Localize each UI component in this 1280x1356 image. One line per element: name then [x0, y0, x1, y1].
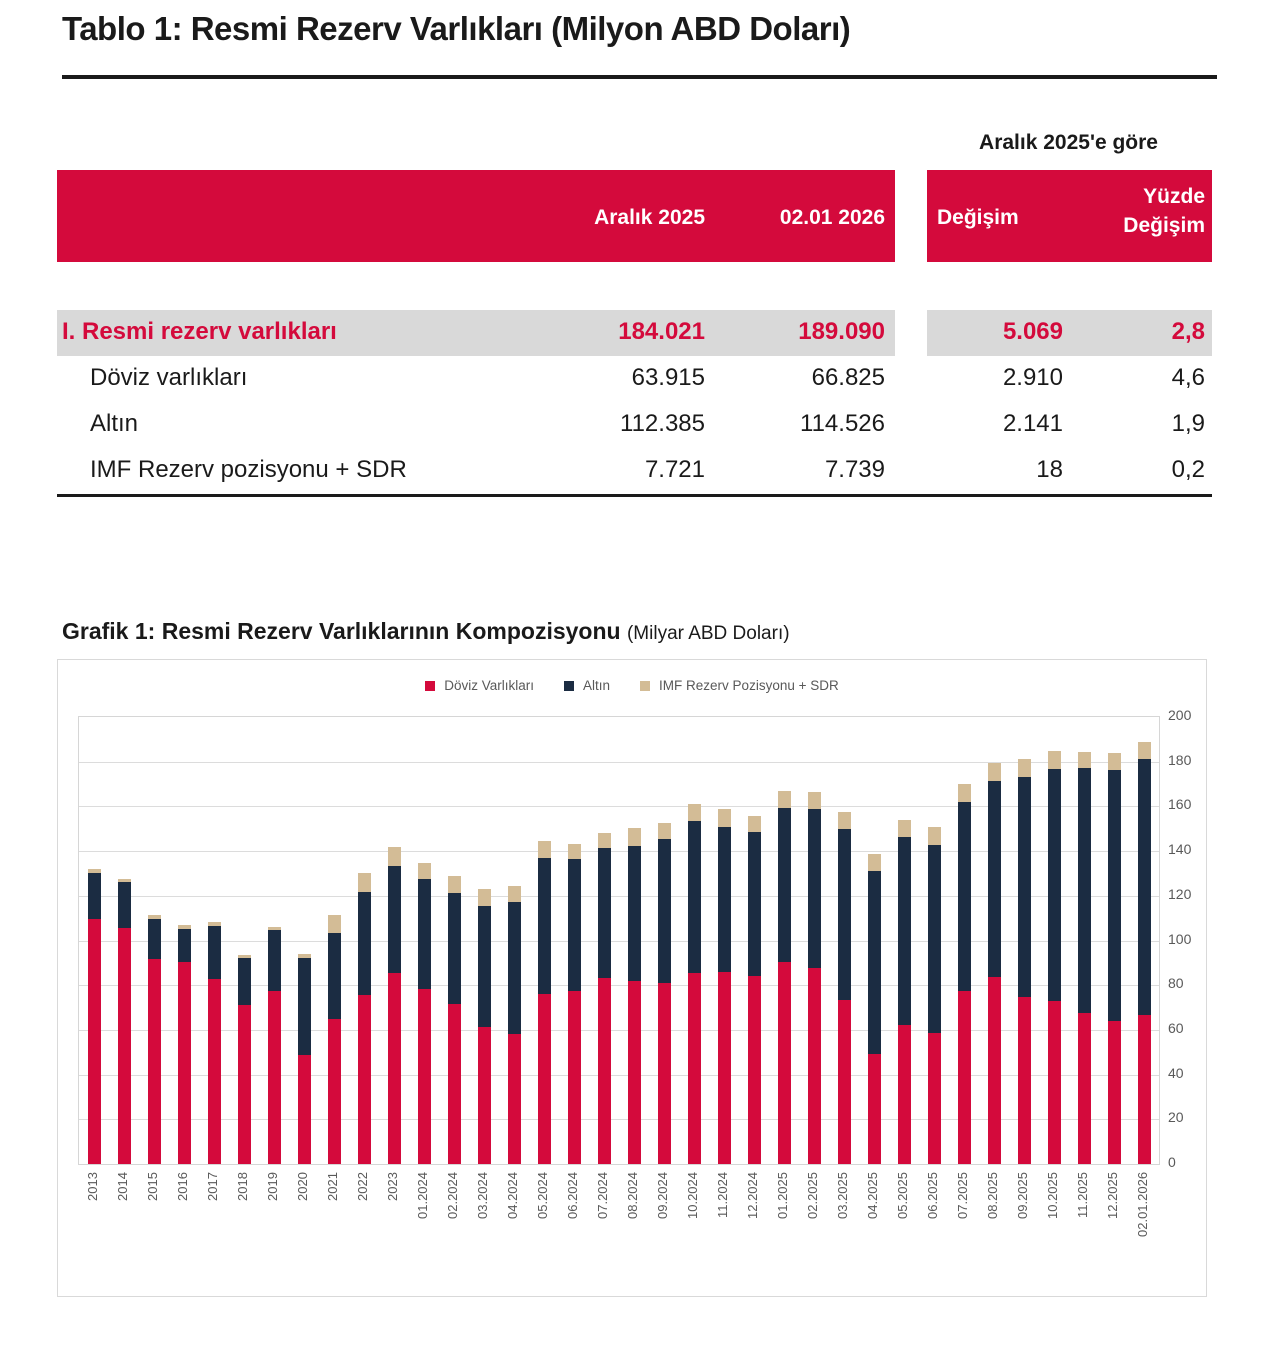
y-axis-tick-label: 80 — [1168, 975, 1184, 992]
chart-title-unit-text: (Milyar ABD Doları) — [626, 623, 790, 644]
row-label: Altın — [90, 410, 139, 437]
bar-segment-d-viz-varl-klar- — [748, 976, 761, 1164]
bar-segment-alt-n — [1108, 770, 1121, 1021]
bar-segment-alt-n — [928, 845, 941, 1033]
bar-segment-d-viz-varl-klar- — [568, 991, 581, 1164]
bar-segment-imf-rezerv-pozisyonu-sdr — [928, 827, 941, 845]
column-header-yuzde-degisim — [1123, 182, 1205, 240]
x-axis-tick-label: 11.2024 — [715, 1172, 730, 1219]
row-value: 63.915 — [631, 364, 705, 391]
bar-segment-imf-rezerv-pozisyonu-sdr — [358, 873, 371, 892]
bar-segment-alt-n — [628, 846, 641, 981]
bar-segment-alt-n — [388, 866, 401, 973]
bar-segment-alt-n — [298, 958, 311, 1055]
bar-segment-imf-rezerv-pozisyonu-sdr — [298, 954, 311, 957]
x-axis-tick-label: 08.2024 — [625, 1172, 640, 1219]
bar-segment-imf-rezerv-pozisyonu-sdr — [538, 841, 551, 858]
bar-segment-alt-n — [1078, 768, 1091, 1013]
bar-segment-alt-n — [208, 926, 221, 979]
table-header-right-band — [927, 170, 1212, 262]
bar-segment-d-viz-varl-klar- — [508, 1034, 521, 1164]
bar-segment-imf-rezerv-pozisyonu-sdr — [328, 915, 341, 934]
legend-swatch-icon — [564, 681, 574, 691]
legend-label: IMF Rezerv Pozisyonu + SDR — [659, 678, 839, 693]
bar-segment-imf-rezerv-pozisyonu-sdr — [478, 889, 491, 906]
x-axis-tick-label: 12.2025 — [1105, 1172, 1120, 1219]
bar-segment-alt-n — [808, 809, 821, 967]
chart-title-main: Grafik 1: Resmi Rezerv Varlıklarının Kompozisyonu — [62, 618, 621, 644]
bar-segment-d-viz-varl-klar- — [238, 1005, 251, 1164]
bar-segment-imf-rezerv-pozisyonu-sdr — [568, 844, 581, 859]
bar-segment-imf-rezerv-pozisyonu-sdr — [508, 886, 521, 902]
bar-segment-imf-rezerv-pozisyonu-sdr — [868, 854, 881, 871]
bar-segment-imf-rezerv-pozisyonu-sdr — [1018, 759, 1031, 778]
bar-segment-alt-n — [1048, 769, 1061, 1001]
bar-segment-imf-rezerv-pozisyonu-sdr — [118, 879, 131, 882]
bar-segment-d-viz-varl-klar- — [328, 1019, 341, 1164]
row-value: 1,9 — [1171, 410, 1205, 437]
bar-segment-d-viz-varl-klar- — [448, 1004, 461, 1164]
x-axis-tick-label: 02.01.2026 — [1135, 1172, 1150, 1238]
bar-segment-alt-n — [658, 839, 671, 982]
bar-segment-alt-n — [898, 837, 911, 1025]
chart-legend — [58, 678, 1206, 693]
x-axis-tick-label: 07.2025 — [955, 1172, 970, 1219]
bar-segment-imf-rezerv-pozisyonu-sdr — [1108, 753, 1121, 770]
row-label: Döviz varlıkları — [90, 364, 248, 391]
bar-segment-d-viz-varl-klar- — [538, 994, 551, 1164]
chart-title-unit — [627, 623, 790, 644]
x-axis-tick-label: 2021 — [325, 1172, 340, 1201]
bar-segment-d-viz-varl-klar- — [1138, 1015, 1151, 1164]
x-axis-tick-label: 10.2025 — [1045, 1172, 1060, 1219]
row-value: 0,2 — [1171, 456, 1205, 483]
table-bottom-rule — [57, 494, 1212, 497]
row-value: 66.825 — [811, 364, 885, 391]
bar-segment-d-viz-varl-klar- — [658, 983, 671, 1164]
y-axis-tick-label: 180 — [1168, 751, 1192, 768]
x-axis-tick-label: 06.2024 — [565, 1172, 580, 1219]
bar-segment-imf-rezerv-pozisyonu-sdr — [448, 876, 461, 892]
bar-segment-alt-n — [88, 873, 101, 919]
legend-item — [425, 678, 534, 693]
row-value: 2.141 — [1002, 410, 1063, 437]
bar-segment-alt-n — [688, 821, 701, 973]
row-value: 7.721 — [644, 456, 705, 483]
bar-segment-alt-n — [568, 859, 581, 991]
column-header-aralik-2025: Aralık 2025 — [594, 206, 705, 229]
bar-segment-alt-n — [328, 933, 341, 1018]
bar-segment-imf-rezerv-pozisyonu-sdr — [808, 792, 821, 809]
bar-segment-d-viz-varl-klar- — [958, 991, 971, 1164]
bar-segment-d-viz-varl-klar- — [478, 1027, 491, 1164]
column-header-yuzde: Yüzde — [1143, 185, 1205, 208]
bar-segment-imf-rezerv-pozisyonu-sdr — [1138, 742, 1151, 759]
x-axis-tick-label: 2015 — [145, 1172, 160, 1201]
row-value: 5.069 — [1002, 318, 1063, 345]
bar-segment-alt-n — [748, 832, 761, 976]
bar-segment-alt-n — [538, 858, 551, 994]
bar-segment-d-viz-varl-klar- — [898, 1025, 911, 1164]
y-axis-tick-label: 20 — [1168, 1109, 1184, 1126]
x-axis-tick-label: 06.2025 — [925, 1172, 940, 1219]
column-header-degisim: Değişim — [937, 206, 1019, 229]
bar-segment-alt-n — [418, 879, 431, 988]
row-value: 2.910 — [1002, 364, 1063, 391]
bar-segment-d-viz-varl-klar- — [1108, 1021, 1121, 1164]
legend-label: Döviz Varlıkları — [444, 678, 535, 693]
bar-segment-d-viz-varl-klar- — [208, 979, 221, 1164]
legend-item — [640, 678, 839, 693]
x-axis-tick-label: 01.2024 — [415, 1172, 430, 1219]
row-value: 114.526 — [800, 410, 885, 437]
bar-segment-alt-n — [358, 892, 371, 995]
bar-segment-d-viz-varl-klar- — [838, 1000, 851, 1164]
bar-segment-imf-rezerv-pozisyonu-sdr — [598, 833, 611, 849]
bar-segment-alt-n — [868, 871, 881, 1054]
x-axis-tick-label: 09.2025 — [1015, 1172, 1030, 1219]
bar-segment-imf-rezerv-pozisyonu-sdr — [628, 828, 641, 845]
row-value: 184.021 — [618, 318, 705, 345]
row-value: 18 — [1036, 456, 1063, 483]
bar-segment-d-viz-varl-klar- — [928, 1033, 941, 1164]
legend-label: Altın — [583, 678, 611, 693]
bar-segment-d-viz-varl-klar- — [418, 989, 431, 1164]
x-axis-tick-label: 2019 — [265, 1172, 280, 1201]
bar-segment-alt-n — [1018, 777, 1031, 997]
table-row — [0, 356, 1280, 402]
x-axis-tick-label: 01.2025 — [775, 1172, 790, 1219]
table-header-left-band — [57, 170, 895, 262]
table-row — [0, 448, 1280, 494]
chart-title — [62, 618, 1222, 645]
bar-segment-alt-n — [478, 906, 491, 1026]
bar-segment-alt-n — [238, 958, 251, 1005]
bar-segment-d-viz-varl-klar- — [268, 991, 281, 1164]
x-axis-tick-label: 10.2024 — [685, 1172, 700, 1219]
row-value: 189.090 — [798, 318, 885, 345]
x-axis-tick-label: 09.2024 — [655, 1172, 670, 1219]
x-axis-tick-label: 2017 — [205, 1172, 220, 1201]
table-title: Tablo 1: Resmi Rezerv Varlıkları (Milyon ABD Doları) — [62, 10, 851, 47]
x-axis-tick-label: 07.2024 — [595, 1172, 610, 1219]
row-label: IMF Rezerv pozisyonu + SDR — [90, 456, 407, 483]
bar-segment-d-viz-varl-klar- — [1018, 997, 1031, 1164]
legend-item — [564, 678, 610, 693]
x-axis-tick-label: 11.2025 — [1075, 1172, 1090, 1219]
y-axis-tick-label: 160 — [1168, 796, 1192, 813]
bar-segment-d-viz-varl-klar- — [358, 995, 371, 1164]
bar-segment-alt-n — [118, 882, 131, 929]
row-value: 7.739 — [824, 456, 885, 483]
x-axis-tick-label: 05.2024 — [535, 1172, 550, 1219]
bar-segment-imf-rezerv-pozisyonu-sdr — [418, 863, 431, 879]
y-axis-tick-label: 140 — [1168, 841, 1192, 858]
row-value: 4,6 — [1171, 364, 1205, 391]
row-value: 112.385 — [620, 410, 705, 437]
x-axis-tick-label: 08.2025 — [985, 1172, 1000, 1219]
x-axis-tick-label: 03.2024 — [475, 1172, 490, 1219]
bar-segment-imf-rezerv-pozisyonu-sdr — [658, 823, 671, 840]
bar-segment-alt-n — [178, 929, 191, 962]
bar-segment-imf-rezerv-pozisyonu-sdr — [748, 816, 761, 833]
x-axis-tick-label: 2018 — [235, 1172, 250, 1201]
bar-segment-imf-rezerv-pozisyonu-sdr — [688, 804, 701, 821]
x-axis-tick-label: 12.2024 — [745, 1172, 760, 1219]
bar-segment-imf-rezerv-pozisyonu-sdr — [988, 763, 1001, 781]
bar-segment-d-viz-varl-klar- — [778, 962, 791, 1164]
bar-segment-alt-n — [958, 802, 971, 991]
bar-segment-imf-rezerv-pozisyonu-sdr — [208, 922, 221, 926]
x-axis-tick-label: 2013 — [85, 1172, 100, 1201]
column-header-yuzde-degisim-line2: Değişim — [1123, 214, 1205, 237]
bar-segment-alt-n — [508, 902, 521, 1034]
bar-segment-d-viz-varl-klar- — [388, 973, 401, 1164]
bar-segment-d-viz-varl-klar- — [988, 977, 1001, 1164]
x-axis-tick-label: 03.2025 — [835, 1172, 850, 1219]
y-axis-tick-label: 200 — [1168, 707, 1192, 723]
x-axis-tick-label: 2023 — [385, 1172, 400, 1201]
x-axis-tick-label: 02.2024 — [445, 1172, 460, 1219]
bar-segment-imf-rezerv-pozisyonu-sdr — [718, 809, 731, 827]
bar-segment-d-viz-varl-klar- — [868, 1054, 881, 1164]
x-axis-tick-label: 2020 — [295, 1172, 310, 1201]
table-row — [0, 310, 1280, 356]
bar-segment-imf-rezerv-pozisyonu-sdr — [238, 955, 251, 958]
bar-segment-d-viz-varl-klar- — [598, 978, 611, 1164]
bar-segment-alt-n — [448, 893, 461, 1004]
bar-segment-imf-rezerv-pozisyonu-sdr — [1078, 752, 1091, 768]
bar-segment-alt-n — [268, 930, 281, 991]
bar-segment-d-viz-varl-klar- — [1078, 1013, 1091, 1164]
bar-segment-d-viz-varl-klar- — [88, 919, 101, 1164]
table-group-header: Aralık 2025'e göre — [979, 131, 1158, 154]
row-label: I. Resmi rezerv varlıkları — [62, 318, 337, 345]
bar-segment-d-viz-varl-klar- — [118, 928, 131, 1164]
title-rule — [62, 74, 1217, 79]
x-axis-tick-label: 2016 — [175, 1172, 190, 1201]
bar-segment-alt-n — [148, 919, 161, 959]
x-axis-tick-label: 2022 — [355, 1172, 370, 1201]
bar-segment-alt-n — [598, 848, 611, 977]
bar-segment-imf-rezerv-pozisyonu-sdr — [268, 927, 281, 930]
chart-plot-area — [78, 716, 1160, 1165]
y-axis-tick-label: 0 — [1168, 1154, 1176, 1170]
bar-segment-d-viz-varl-klar- — [1048, 1001, 1061, 1164]
bar-segment-d-viz-varl-klar- — [718, 972, 731, 1164]
y-axis-tick-label: 40 — [1168, 1064, 1184, 1081]
x-axis-tick-label: 04.2025 — [865, 1172, 880, 1219]
bar-segment-imf-rezerv-pozisyonu-sdr — [388, 847, 401, 866]
bar-segment-imf-rezerv-pozisyonu-sdr — [88, 869, 101, 873]
bar-segment-imf-rezerv-pozisyonu-sdr — [148, 915, 161, 919]
bar-segment-imf-rezerv-pozisyonu-sdr — [958, 784, 971, 802]
bar-segment-d-viz-varl-klar- — [688, 973, 701, 1164]
bar-segment-alt-n — [988, 781, 1001, 977]
y-axis-tick-label: 100 — [1168, 930, 1192, 947]
chart-container — [57, 659, 1207, 1297]
x-axis-tick-label: 04.2024 — [505, 1172, 520, 1219]
y-axis-tick-label: 60 — [1168, 1019, 1184, 1036]
row-highlight-band — [927, 310, 1212, 356]
bar-segment-alt-n — [838, 829, 851, 1000]
y-axis-tick-label: 120 — [1168, 885, 1192, 902]
x-axis-tick-label: 2014 — [115, 1172, 130, 1201]
bar-segment-imf-rezerv-pozisyonu-sdr — [778, 791, 791, 808]
table-row — [0, 402, 1280, 448]
legend-swatch-icon — [425, 681, 435, 691]
bar-segment-d-viz-varl-klar- — [298, 1055, 311, 1164]
bar-segment-d-viz-varl-klar- — [808, 968, 821, 1164]
bar-segment-d-viz-varl-klar- — [628, 981, 641, 1164]
bar-segment-imf-rezerv-pozisyonu-sdr — [838, 812, 851, 829]
bar-segment-imf-rezerv-pozisyonu-sdr — [178, 925, 191, 929]
x-axis-tick-label: 02.2025 — [805, 1172, 820, 1219]
legend-swatch-icon — [640, 681, 650, 691]
row-value: 2,8 — [1171, 318, 1205, 345]
bar-segment-imf-rezerv-pozisyonu-sdr — [1048, 751, 1061, 769]
bar-segment-alt-n — [778, 808, 791, 961]
bar-segment-d-viz-varl-klar- — [148, 959, 161, 1164]
bar-segment-d-viz-varl-klar- — [178, 962, 191, 1164]
x-axis-tick-label: 05.2025 — [895, 1172, 910, 1219]
bar-segment-alt-n — [1138, 759, 1151, 1015]
bar-segment-imf-rezerv-pozisyonu-sdr — [898, 820, 911, 837]
bar-segment-alt-n — [718, 827, 731, 972]
column-header-02-01-2026: 02.01 2026 — [779, 206, 885, 229]
